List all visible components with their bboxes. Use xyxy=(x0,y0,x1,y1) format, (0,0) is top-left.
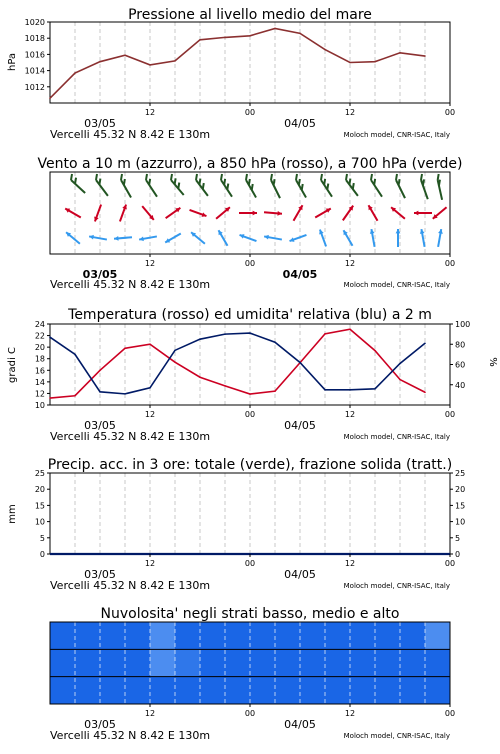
wind-barb-feather xyxy=(96,174,97,180)
wind-barb-feather xyxy=(346,174,347,180)
temp-point xyxy=(99,369,101,371)
pressure-point xyxy=(124,54,126,56)
temp-point xyxy=(274,390,276,392)
precip-xtick-label: 12 xyxy=(144,559,156,568)
wind-barb-feather xyxy=(349,179,350,185)
cloud-cell xyxy=(375,622,401,649)
cloud-cell xyxy=(75,622,101,649)
precip-xtick-label: 00 xyxy=(444,559,456,568)
temp-ytick-label: 20 xyxy=(34,343,45,353)
temp-title: Temperatura (rosso) ed umidita' relativa (blu) a 2 m xyxy=(68,307,432,323)
temp-point xyxy=(74,395,76,397)
cloud-cell xyxy=(350,649,376,676)
pressure-point xyxy=(349,62,351,64)
wind-date-label: 03/05 xyxy=(82,268,118,281)
pressure-point xyxy=(99,61,101,63)
wind-xtick-label: 00 xyxy=(244,259,256,268)
pressure-ytick-label: 1014 xyxy=(24,66,45,76)
humidity-point xyxy=(199,338,201,340)
precip-frame xyxy=(50,473,450,554)
precip-ytick-label: 25 xyxy=(34,469,45,478)
precip-panel xyxy=(7,457,465,592)
humidity-point xyxy=(274,341,276,343)
cloud-cell xyxy=(300,649,326,676)
cloud-cell xyxy=(125,622,151,649)
temp-point xyxy=(424,391,426,393)
pressure-point xyxy=(424,55,426,57)
wind-barb-feather xyxy=(171,174,172,180)
pressure-panel xyxy=(7,7,455,141)
temp-ytick-label: 12 xyxy=(34,389,45,399)
wind-barb-feather xyxy=(374,179,375,185)
temp-point xyxy=(224,385,226,387)
humidity-point xyxy=(399,363,401,365)
pressure-xtick-label: 00 xyxy=(244,108,256,117)
wind-barb-feather xyxy=(371,174,372,180)
cloud-credit: Moloch model, CNR-ISAC, Italy xyxy=(343,732,450,740)
cloud-cell xyxy=(100,622,126,649)
humidity-ytick-right-label: 80 xyxy=(455,340,466,350)
pressure-point xyxy=(49,97,51,99)
pressure-point xyxy=(199,39,201,41)
humidity-point xyxy=(324,389,326,391)
temp-date-label: 04/05 xyxy=(284,419,316,432)
precip-xtick-label: 12 xyxy=(344,559,356,568)
cloud-cell xyxy=(225,649,251,676)
temp-point xyxy=(374,350,376,352)
cloud-cell xyxy=(350,677,376,704)
temp-date-label: 03/05 xyxy=(84,419,116,432)
wind-barb-shaft xyxy=(96,180,108,196)
cloud-cell xyxy=(250,677,276,704)
pressure-point xyxy=(324,49,326,51)
wind-barb-feather xyxy=(274,179,275,185)
temp-point xyxy=(199,376,201,378)
wind-xtick-label: 00 xyxy=(444,259,456,268)
humidity-point xyxy=(374,388,376,390)
temp-point xyxy=(49,397,51,399)
wind-barb-feather xyxy=(121,174,122,180)
wind-barb-feather xyxy=(71,174,72,180)
cloud-cell xyxy=(100,677,126,704)
cloud-cell xyxy=(425,677,451,704)
cloud-cell xyxy=(250,622,276,649)
wind-credit: Moloch model, CNR-ISAC, Italy xyxy=(343,281,450,289)
temp-point xyxy=(399,379,401,381)
wind-barb-feather xyxy=(324,179,325,185)
humidity-point xyxy=(249,332,251,334)
wind-barb-feather xyxy=(199,179,200,185)
cloud-cell xyxy=(100,649,126,676)
humidity-point xyxy=(349,389,351,391)
cloud-cell xyxy=(200,677,226,704)
wind-barb-shaft xyxy=(71,180,85,193)
cloud-cell xyxy=(325,649,351,676)
cloud-cell xyxy=(425,622,451,649)
wind-barb-feather xyxy=(149,179,150,185)
wind-vector-head xyxy=(253,211,257,216)
humidity-point xyxy=(299,362,301,364)
temp-xtick-label: 12 xyxy=(344,410,356,419)
precip-ytick-right-label: 5 xyxy=(455,533,461,543)
cloud-cell xyxy=(175,677,201,704)
humidity-ylabel: % xyxy=(487,357,498,367)
temp-ytick-label: 16 xyxy=(34,366,45,376)
wind-xtick-label: 12 xyxy=(144,259,156,268)
cloud-cell xyxy=(200,622,226,649)
wind-location: Vercelli 45.32 N 8.42 E 130m xyxy=(50,278,211,291)
humidity-point xyxy=(149,387,151,389)
cloud-cell xyxy=(300,622,326,649)
pressure-ytick-label: 1020 xyxy=(24,18,45,27)
wind-barb-feather xyxy=(296,174,297,180)
temp-point xyxy=(349,328,351,330)
wind-barb-feather xyxy=(178,183,179,189)
pressure-point xyxy=(224,37,226,39)
cloud-cell xyxy=(275,649,301,676)
pressure-frame xyxy=(50,22,450,103)
precip-ytick-label: 5 xyxy=(39,533,45,543)
humidity-point xyxy=(174,350,176,352)
pressure-point xyxy=(74,72,76,74)
humidity-point xyxy=(49,336,51,338)
cloud-date-label: 04/05 xyxy=(284,718,316,731)
precip-credit: Moloch model, CNR-ISAC, Italy xyxy=(343,582,450,590)
wind-title: Vento a 10 m (azzurro), a 850 hPa (rosso), a 700 hPa (verde) xyxy=(37,156,463,172)
wind-vector-head xyxy=(114,236,119,241)
wind-barb-feather xyxy=(438,174,439,180)
wind-barb-shaft xyxy=(121,180,131,197)
cloud-xtick-label: 00 xyxy=(444,709,456,718)
cloud-title: Nuvolosita' negli strati basso, medio e alto xyxy=(100,606,400,622)
temp-ytick-label: 18 xyxy=(34,354,45,364)
pressure-ytick-label: 1018 xyxy=(24,34,45,44)
temp-ytick-label: 22 xyxy=(34,331,45,341)
temp-xtick-label: 12 xyxy=(144,410,156,419)
wind-barb-feather xyxy=(221,174,222,180)
cloud-cell xyxy=(350,622,376,649)
cloud-cell xyxy=(325,622,351,649)
pressure-xtick-label: 12 xyxy=(144,108,156,117)
wind-barb-feather xyxy=(146,174,147,180)
cloud-cell xyxy=(175,622,201,649)
precip-xtick-label: 00 xyxy=(244,559,256,568)
cloud-cell xyxy=(50,649,76,676)
wind-barb-feather xyxy=(321,174,322,180)
temp-point xyxy=(324,333,326,335)
precip-title: Precip. acc. in 3 ore: totale (verde), frazione solida (tratt.) xyxy=(47,457,453,473)
wind-barb-feather xyxy=(224,179,225,185)
precip-date-label: 03/05 xyxy=(84,568,116,581)
cloud-cell xyxy=(150,677,176,704)
pressure-line xyxy=(50,28,425,98)
temp-ytick-label: 10 xyxy=(34,401,45,410)
wind-barb-shaft xyxy=(346,180,358,196)
wind-barb-feather xyxy=(175,178,176,184)
cloud-cell xyxy=(50,677,76,704)
wind-barb-shaft xyxy=(171,180,184,195)
wind-barb-feather xyxy=(124,179,125,185)
cloud-xtick-label: 12 xyxy=(144,709,156,718)
temp-point xyxy=(124,348,126,350)
precip-ytick-right-label: 20 xyxy=(455,485,466,495)
humidity-line xyxy=(50,333,425,394)
wind-barb-shaft xyxy=(196,180,208,196)
wind-date-label: 04/05 xyxy=(282,268,318,281)
temp-ytick-label: 24 xyxy=(34,320,45,329)
cloud-xtick-label: 12 xyxy=(344,709,356,718)
pressure-ytick-label: 1016 xyxy=(24,50,45,60)
cloud-cell xyxy=(425,649,451,676)
temp-xtick-label: 00 xyxy=(444,410,456,419)
cloud-panel xyxy=(50,606,455,742)
cloud-cell xyxy=(150,649,176,676)
cloud-cell xyxy=(300,677,326,704)
wind-barb-feather xyxy=(271,174,272,180)
humidity-point xyxy=(74,354,76,356)
wind-barb-shaft xyxy=(371,180,382,197)
cloud-cell xyxy=(150,622,176,649)
precip-ylabel: mm xyxy=(7,504,18,524)
cloud-cell xyxy=(375,649,401,676)
wind-vector-head xyxy=(277,211,282,216)
humidity-point xyxy=(224,333,226,335)
wind-barb-feather xyxy=(75,178,76,184)
cloud-cell xyxy=(400,649,426,676)
wind-barb-feather xyxy=(399,179,400,185)
cloud-cell xyxy=(325,677,351,704)
humidity-ytick-right-label: 40 xyxy=(455,380,466,390)
cloud-cell xyxy=(275,622,301,649)
pressure-date-label: 03/05 xyxy=(84,117,116,130)
cloud-cell xyxy=(225,677,251,704)
wind-xtick-label: 12 xyxy=(344,259,356,268)
cloud-cell xyxy=(275,677,301,704)
precip-ytick-label: 0 xyxy=(39,550,45,559)
temp-point xyxy=(249,393,251,395)
wind-barb-feather xyxy=(327,184,328,190)
wind-barb-feather xyxy=(246,174,247,180)
pressure-xtick-label: 00 xyxy=(444,108,456,117)
pressure-point xyxy=(274,28,276,30)
wind-barb-shaft xyxy=(421,180,428,199)
temp-ylabel: gradi C xyxy=(7,347,18,383)
wind-barb-shaft xyxy=(146,180,157,197)
cloud-cell xyxy=(400,677,426,704)
temp-point xyxy=(149,343,151,345)
temp-ytick-label: 14 xyxy=(34,377,45,387)
humidity-point xyxy=(424,342,426,344)
temp-point xyxy=(174,361,176,363)
pressure-title: Pressione al livello medio del mare xyxy=(128,7,372,23)
pressure-point xyxy=(399,52,401,54)
precip-date-label: 04/05 xyxy=(284,568,316,581)
cloud-xtick-label: 00 xyxy=(244,709,256,718)
pressure-point xyxy=(374,61,376,63)
cloud-cell xyxy=(400,622,426,649)
wind-vector-head xyxy=(414,211,418,216)
cloud-cell xyxy=(200,649,226,676)
wind-barb-feather xyxy=(439,180,440,186)
temp-humidity-panel xyxy=(7,307,498,443)
precip-ytick-label: 10 xyxy=(34,517,45,527)
pressure-location: Vercelli 45.32 N 8.42 E 130m xyxy=(50,128,211,141)
humidity-point xyxy=(124,393,126,395)
wind-barb-feather xyxy=(203,183,204,189)
humidity-ytick-right-label: 60 xyxy=(455,360,466,370)
temp-line xyxy=(50,329,425,398)
wind-barb-feather xyxy=(252,184,253,190)
wind-barb-feather xyxy=(421,174,422,180)
pressure-point xyxy=(249,35,251,37)
cloud-cell xyxy=(375,677,401,704)
temp-credit: Moloch model, CNR-ISAC, Italy xyxy=(343,433,450,441)
wind-barb-feather xyxy=(196,174,197,180)
cloud-cell xyxy=(250,649,276,676)
wind-barb-feather xyxy=(302,184,303,190)
precip-ytick-label: 20 xyxy=(34,485,45,495)
pressure-point xyxy=(149,64,151,66)
wind-barb-shaft xyxy=(271,180,280,198)
wind-barb-feather xyxy=(299,179,300,185)
precip-location: Vercelli 45.32 N 8.42 E 130m xyxy=(50,579,211,592)
cloud-cell xyxy=(225,622,251,649)
wind-barb-feather xyxy=(423,179,424,185)
pressure-date-label: 04/05 xyxy=(284,117,316,130)
wind-barb-feather xyxy=(396,174,397,180)
humidity-point xyxy=(99,391,101,393)
temp-xtick-label: 00 xyxy=(244,410,256,419)
cloud-date-label: 03/05 xyxy=(84,718,116,731)
precip-ytick-right-label: 0 xyxy=(455,550,461,559)
cloud-cell xyxy=(175,649,201,676)
wind-barb-shaft xyxy=(396,180,405,198)
pressure-ytick-label: 1012 xyxy=(24,82,45,92)
precip-ytick-right-label: 25 xyxy=(455,469,466,478)
pressure-xtick-label: 12 xyxy=(344,108,356,117)
cloud-cell xyxy=(125,649,151,676)
cloud-cell xyxy=(125,677,151,704)
cloud-cell xyxy=(75,677,101,704)
pressure-point xyxy=(174,60,176,62)
humidity-ytick-right-label: 100 xyxy=(455,320,471,329)
precip-ytick-right-label: 10 xyxy=(455,517,466,527)
pressure-point xyxy=(299,33,301,35)
temp-location: Vercelli 45.32 N 8.42 E 130m xyxy=(50,430,211,443)
wind-panel xyxy=(37,156,462,291)
precip-ytick-right-label: 15 xyxy=(455,501,466,511)
wind-barb-feather xyxy=(353,183,354,189)
wind-barb-feather xyxy=(227,184,228,190)
wind-barb-feather xyxy=(99,179,100,185)
precip-ytick-label: 15 xyxy=(34,501,45,511)
cloud-cell xyxy=(50,622,76,649)
cloud-location: Vercelli 45.32 N 8.42 E 130m xyxy=(50,729,211,742)
pressure-ylabel: hPa xyxy=(7,52,18,72)
wind-barb-feather xyxy=(249,179,250,185)
cloud-cell xyxy=(75,649,101,676)
pressure-credit: Moloch model, CNR-ISAC, Italy xyxy=(343,131,450,139)
